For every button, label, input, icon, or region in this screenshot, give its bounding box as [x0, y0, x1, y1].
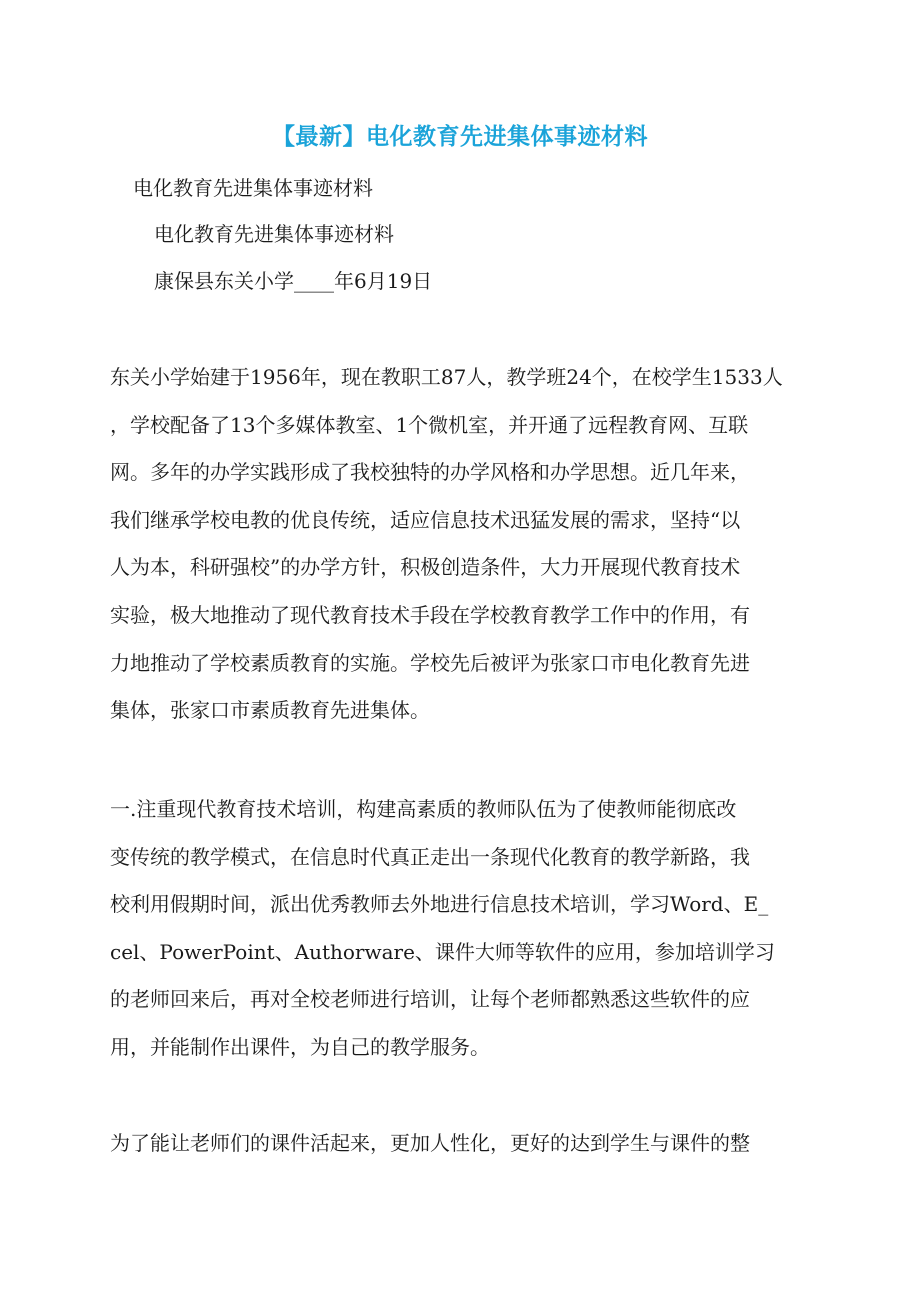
- text-line: ，学校配备了13个多媒体教室、1个微机室，并开通了远程教育网、互联: [110, 412, 749, 437]
- text-line: 变传统的教学模式，在信息时代真正走出一条现代化教育的教学新路，我: [110, 844, 750, 869]
- subtitle-line: 电化教育先进集体事迹材料: [154, 222, 394, 246]
- text-line: 实验，极大地推动了现代教育技术手段在学校教育教学工作中的作用，有: [110, 602, 750, 627]
- paragraph-section-one: [110, 794, 810, 1080]
- subtitle-line: 电化教育先进集体事迹材料: [133, 176, 373, 200]
- author-date-line: 康保县东关小学____年6月19日: [154, 269, 433, 293]
- paragraph-courseware: [110, 1128, 810, 1176]
- text-line: 我们继承学校电教的优良传统，适应信息技术迅猛发展的需求，坚持“以: [110, 507, 741, 532]
- document-title: 【最新】电化教育先进集体事迹材料: [272, 124, 648, 150]
- text-line: 集体，张家口市素质教育先进集体。: [110, 698, 430, 723]
- paragraph-intro: [110, 362, 810, 743]
- text-line: cel、PowerPoint、Authorware、课件大师等软件的应用，参加培训学习: [110, 939, 775, 964]
- text-line: 一.注重现代教育技术培训，构建高素质的教师队伍为了使教师能彻底改: [110, 797, 737, 821]
- text-line: 人为本，科研强校”的办学方针，积极创造条件，大力开展现代教育技术: [110, 555, 741, 580]
- text-line: 力地推动了学校素质教育的实施。学校先后被评为张家口市电化教育先进: [110, 650, 750, 675]
- text-line: 校利用假期时间，派出优秀教师去外地进行信息技术培训，学习Word、E_: [110, 892, 769, 917]
- text-line: 的老师回来后，再对全校老师进行培训，让每个老师都熟悉这些软件的应: [110, 987, 750, 1012]
- text-line: 用，并能制作出课件，为自己的教学服务。: [110, 1034, 490, 1059]
- text-line: 为了能让老师们的课件活起来，更加人性化，更好的达到学生与课件的整: [110, 1131, 750, 1155]
- text-line: 网。多年的办学实践形成了我校独特的办学风格和办学思想。近几年来，: [110, 460, 750, 485]
- text-line: 东关小学始建于1956年，现在教职工87人，教学班24个，在校学生1533人: [110, 365, 783, 389]
